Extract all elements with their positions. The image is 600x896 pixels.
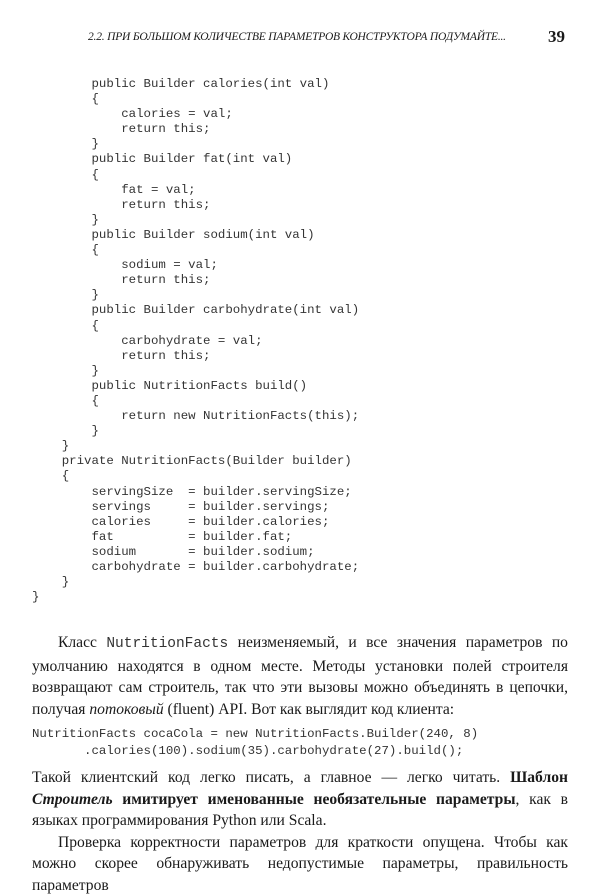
text: неизменяемый, и все значения параметров по умолчанию находятся в одном месте. Методы установки полей строителя возвращают сам строитель, так что эти вызовы можно объединять в цепочки, получая	[32, 634, 568, 718]
paragraph-immutable-class	[32, 632, 568, 720]
code-listing-builder: public Builder calories(int val) { calories = val; return this; } public Builder fat(int val) { fat = val; return this; } public Builder sodium(int val) { sodium = val; return this; } public Builder carbohydrate(int val) { carbohydrate = val; return this; } public NutritionFacts build() { return new NutritionFacts(this); } } private NutritionFacts(Builder builder) { servingSize = builder.servingSize; servings = builder.servings; calories = builder.calories; fat = builder.fat; sodium = builder.sodium; carbohydrate = builder.carbohydrate; } }	[32, 77, 359, 605]
running-header: 2.2. ПРИ БОЛЬШОМ КОЛИЧЕСТВЕ ПАРАМЕТРОВ КОНСТРУКТОРА ПОДУМАЙТЕ...	[88, 31, 538, 43]
italic-term: потоковый	[89, 701, 163, 718]
paragraph-validation: Проверка корректности параметров для краткости опущена. Чтобы как можно скорее обнаруживать недопустимые параметры, правильность параметров	[32, 832, 568, 896]
text: (fluent) API. Вот как выглядит код клиента:	[164, 701, 455, 718]
bold-text: Шаблон	[510, 769, 568, 786]
text: Класс	[58, 634, 106, 651]
page-number: 39	[548, 27, 565, 47]
inline-code: NutritionFacts	[106, 636, 228, 652]
text: , как в языках программирования Python или Scala.	[32, 791, 568, 830]
text: Такой клиентский код легко писать, а главное — легко читать.	[32, 769, 510, 786]
bold-text: имитирует именованные необязательные параметры	[113, 791, 516, 808]
code-listing-client: NutritionFacts cocaCola = new NutritionFacts.Builder(240, 8) .calories(100).sodium(35).carbohydrate(27).build();	[32, 726, 568, 759]
paragraph-builder-pattern	[32, 767, 568, 832]
bold-italic-term: Строитель	[32, 791, 113, 808]
body-text-flow	[32, 632, 568, 896]
